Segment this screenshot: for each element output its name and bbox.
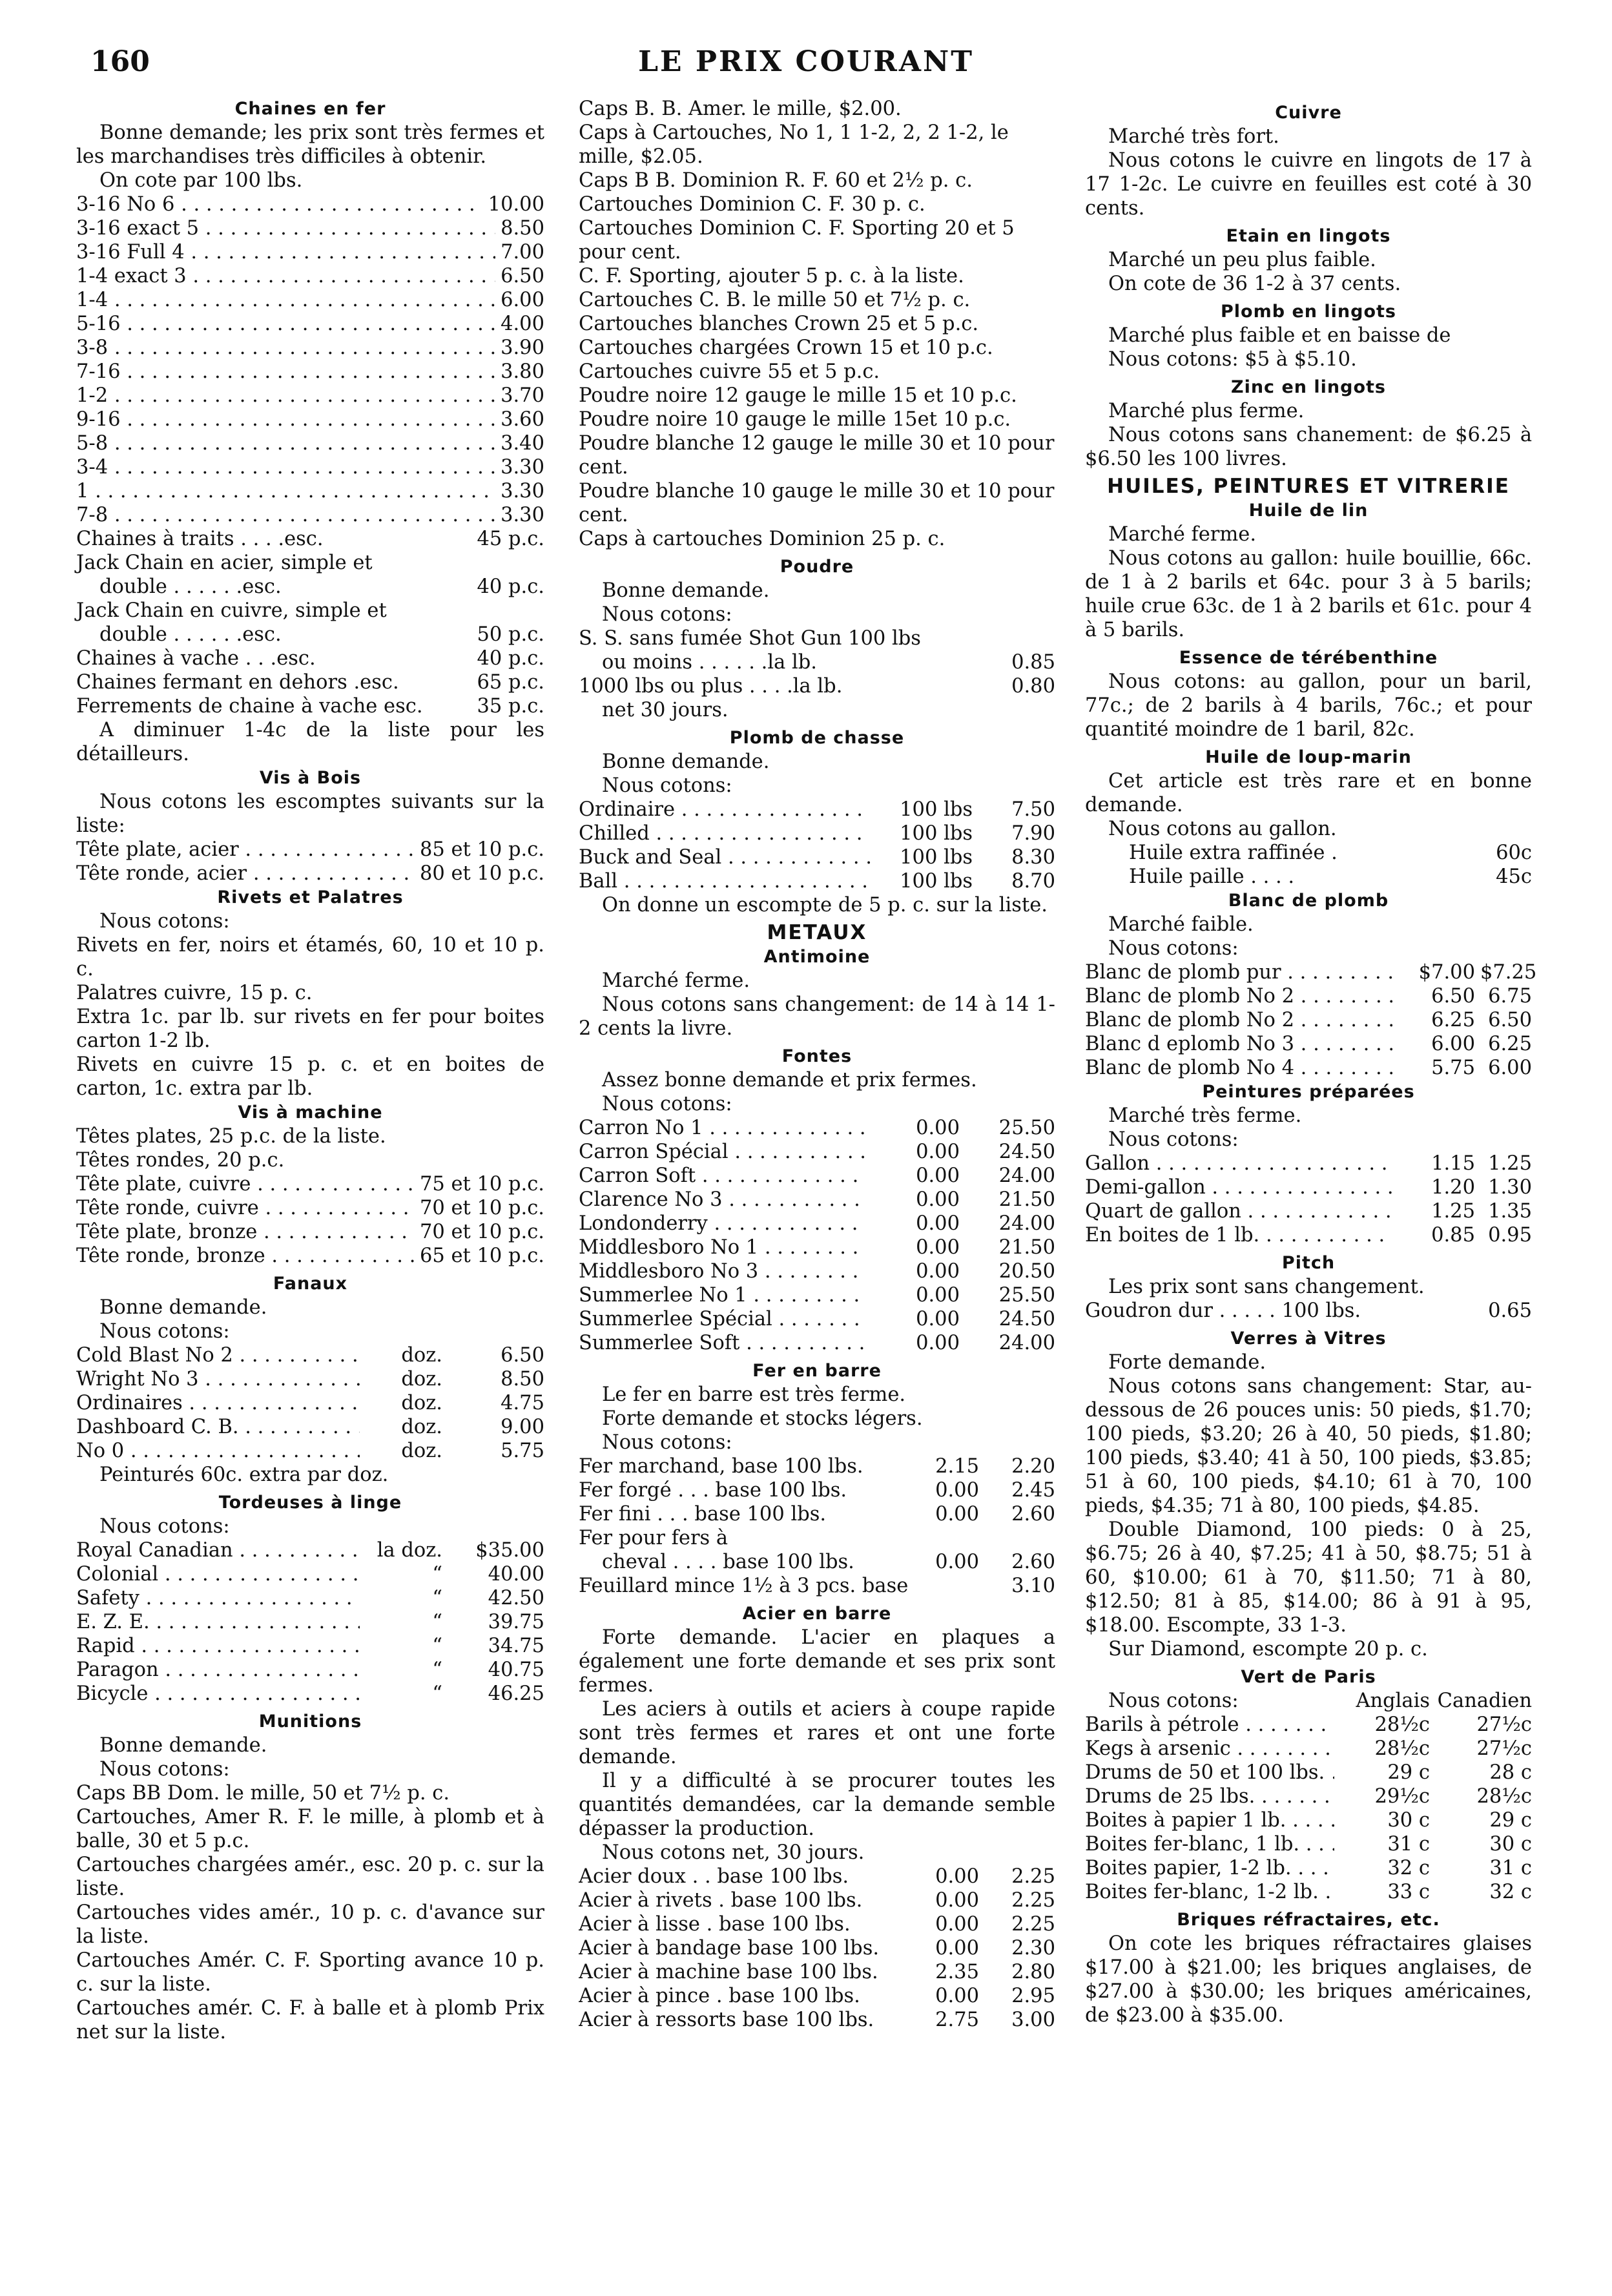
price-row: 1-4 exact 3 . . . 6.50 [76,264,544,288]
paragraph: Forte demande. [1108,1351,1266,1374]
section-heading: METAUX [767,921,867,944]
price-row: Dashboard C. B. . . . doz. 9.00 [76,1415,544,1439]
paragraph: Forte demande et stocks légers. [602,1407,923,1430]
section-heading: Fontes [781,1046,852,1066]
price-row: Tête ronde, acier . . . 80 et 10 p.c. [76,862,544,885]
paragraph: Palatres cuivre, 15 p. c. [76,982,313,1004]
price-row: Rapid . . . “ 34.75 [76,1634,544,1658]
price-row: Colonial . . . “ 40.00 [76,1562,544,1586]
section-heading: Briques réfractaires, etc. [1177,1910,1440,1930]
price-row: Acier à pince . base 100 lbs. 0.00 2.95 [579,1985,1055,2007]
price-row: Royal Canadian . . . la doz. $35.00 [76,1538,544,1562]
price-row: Feuillard mince 1½ à 3 pcs. base 3.10 [579,1575,1055,1597]
price-row: 3-16 exact 5 . . . 8.50 [76,216,544,240]
price-row: Acier doux . . base 100 lbs. 0.00 2.25 [579,1865,1055,1888]
paragraph: Caps à cartouches Dominion 25 p. c. [579,528,946,550]
section-heading: Munitions [258,1712,362,1732]
section-heading: Acier en barre [742,1604,892,1624]
price-row: 1-4 . . . 6.00 [76,288,544,312]
price-row: Acier à bandage base 100 lbs. 0.00 2.30 [579,1937,1055,1960]
price-row: Drums de 25 lbs. . . . 29½c 28½c [1085,1784,1532,1808]
paragraph: Assez bonne demande et prix fermes. [602,1069,977,1091]
section-heading: Peintures préparées [1202,1082,1415,1102]
paragraph: On cote les briques réfractaires glaises $17.00 à $21.00; les briques anglaises, de $27.00 à $30.00; les briques américaines, de $23.00 à $35.00. [1085,1932,1532,2027]
price-row: Middlesboro No 1 . . . 0.00 21.50 [579,1236,1055,1259]
price-row: 5-16 . . . 4.00 [76,312,544,336]
price-row: 1-2 . . . 3.70 [76,384,544,408]
price-row: Tête ronde, bronze . . . 65 et 10 p.c. [76,1244,544,1268]
section-heading: Plomb de chasse [729,728,905,748]
paragraph: Poudre noire 10 gauge le mille 15et 10 p.c. [579,408,1011,431]
paragraph: Marché plus ferme. [1108,400,1305,422]
price-row: Carron Soft . . . 0.00 24.00 [579,1164,1055,1188]
price-row: 5-8 . . . 3.40 [76,431,544,455]
paragraph: Nous cotons les escomptes suivants sur la liste: [76,791,544,837]
section-heading: Verres à Vitres [1230,1329,1387,1349]
paragraph: Nous cotons le cuivre en lingots de 17 à 17 1-2c. Le cuivre en feuilles est coté à 30 cents. [1085,149,1532,220]
paragraph: Le fer en barre est très ferme. [602,1383,906,1406]
price-row: Blanc de plomb pur . . . $7.00 $7.25 [1085,960,1532,984]
price-row: Carron Spécial . . . 0.00 24.50 [579,1140,1055,1164]
price-row: Blanc de plomb No 2 . . . 6.50 6.75 [1085,984,1532,1008]
column-2 [579,97,1055,2032]
paragraph: Sur Diamond, escompte 20 p. c. [1108,1638,1428,1660]
paragraph: Têtes plates, 25 p.c. de la liste. [76,1125,386,1148]
section-heading: Vis à Bois [259,768,362,788]
section-heading: Tordeuses à linge [218,1493,402,1513]
paragraph: Nous cotons sans chanement: de $6.25 à $6.50 les 100 livres. [1085,424,1532,470]
paragraph: Les aciers à outils et aciers à coupe rapide sont très fermes et rares et ont une forte demande. [579,1698,1055,1768]
section-heading: Blanc de plomb [1228,891,1389,911]
price-row: Blanc d eplomb No 3 . . . 6.00 6.25 [1085,1032,1532,1056]
paragraph: Marché un peu plus faible. [1108,249,1376,271]
price-row: Ball . . . 100 lbs 8.70 [579,869,1055,893]
section-heading: HUILES, PEINTURES ET VITRERIE [1107,475,1510,498]
paragraph: Nous cotons: [1108,937,1239,960]
paragraph: Cet article est très rare et en bonne demande. [1085,770,1532,816]
section-heading: Chaines en fer [234,99,386,119]
price-row: 7-8 . . . 3.30 [76,503,544,527]
paragraph: Nous cotons: [602,603,732,626]
price-row: Safety . . . “ 42.50 [76,1586,544,1610]
price-row: Clarence No 3 . . . 0.00 21.50 [579,1188,1055,1212]
price-row: 9-16 . . . 3.60 [76,408,544,431]
price-row: cheval . . . . base 100 lbs. 0.00 2.60 [602,1551,1055,1573]
paragraph: Cartouches C. B. le mille 50 et 7½ p. c. [579,289,971,311]
price-row: Blanc de plomb No 2 . . . 6.25 6.50 [1085,1008,1532,1032]
price-row: 3-16 Full 4 . . . 7.00 [76,240,544,264]
paragraph: Nous cotons au gallon. [1108,818,1337,840]
price-row: Huile paille . . . . 45c [1129,865,1532,888]
paragraph: Les prix sont sans changement. [1108,1276,1425,1298]
paragraph: Bonne demande. [602,750,770,773]
paragraph: Marché ferme. [1108,523,1257,546]
price-row: ou moins . . . . . .la lb. 0.85 [602,651,1055,674]
paragraph: Cartouches Dominion C. F. Sporting 20 et 5 pour cent. [579,217,1015,264]
price-row: Chaines à traits . . . .esc. 45 p.c. [76,528,544,550]
price-row: Wright No 3 . . . doz. 8.50 [76,1367,544,1391]
price-row: 3-8 . . . 3.90 [76,336,544,360]
section-heading: Fanaux [273,1274,348,1294]
paragraph: A diminuer 1-4c de la liste pour les détailleurs. [76,719,544,765]
section-heading: Cuivre [1275,103,1342,123]
paragraph: Nous cotons: [602,1093,732,1115]
price-row: Quart de gallon . . . 1.25 1.35 [1085,1199,1532,1223]
paragraph: On cote de 36 1-2 à 37 cents. [1108,273,1401,295]
section-heading: Fer en barre [752,1361,882,1381]
price-list [76,192,544,527]
price-row: 1000 lbs ou plus . . . .la lb. 0.80 [579,675,1055,698]
price-row: Acier à ressorts base 100 lbs. 2.75 3.00 [579,2009,1055,2031]
price-row: 3-16 No 6 . . . 10.00 [76,192,544,216]
paragraph: Cartouches chargées Crown 15 et 10 p.c. [579,336,993,359]
price-row: 7-16 . . . 3.80 [76,360,544,384]
paragraph: Nous cotons: [99,1515,230,1538]
section-heading: Pitch [1281,1253,1336,1273]
price-row: Blanc de plomb No 4 . . . 5.75 6.00 [1085,1056,1532,1080]
paragraph: Fer pour fers à [579,1527,728,1549]
paragraph: Bonne demande; les prix sont très fermes et les marchandises très difficiles à obtenir. [76,121,544,168]
paragraph: Cartouches cuivre 55 et 5 p.c. [579,360,880,383]
paragraph: On donne un escompte de 5 p. c. sur la liste. [602,894,1048,916]
section-heading: Plomb en lingots [1221,302,1396,322]
price-row: Demi-gallon . . . 1.20 1.30 [1085,1175,1532,1199]
price-row: Ordinaire . . . 100 lbs 7.50 [579,798,1055,822]
price-row: Boites à papier 1 lb. . . . 30 c 29 c [1085,1808,1532,1832]
paragraph: Peinturés 60c. extra par doz. [99,1463,389,1486]
paragraph: Bonne demande. [99,1296,267,1319]
paragraph: Têtes rondes, 20 p.c. [76,1149,285,1172]
column-1 [76,97,544,2044]
price-row: Barils à pétrole . . . 28½c 27½c [1085,1713,1532,1737]
paragraph: Jack Chain en acier, simple et [76,552,373,574]
column-3 [1085,97,1537,2027]
price-row: Tête plate, cuivre . . . 75 et 10 p.c. [76,1172,544,1196]
price-row: Fer fini . . . base 100 lbs. 0.00 2.60 [579,1503,1055,1525]
paragraph: Cartouches blanches Crown 25 et 5 p.c. [579,313,979,335]
paragraph: Poudre blanche 12 gauge le mille 30 et 10 pour cent. [579,432,1055,479]
paragraph: Cartouches vides amér., 10 p. c. d'avance sur la liste. [76,1901,544,1948]
paragraph: Cartouches amér. C. F. à balle et à plomb Prix net sur la liste. [76,1997,544,2043]
paragraph: Nous cotons: [99,910,230,933]
paragraph: On cote par 100 lbs. [99,169,303,192]
table-header: Nous cotons: Anglais Canadien [1108,1690,1532,1712]
paragraph: Il y a difficulté à se procurer toutes les quantités demandées, car la demande semble dépasser la production. [579,1770,1055,1840]
price-row: Tête plate, acier . . . 85 et 10 p.c. [76,838,544,862]
section-heading: Poudre [780,557,854,577]
price-row: Summerlee Soft . . . 0.00 24.00 [579,1331,1055,1355]
paragraph: Cartouches Dominion C. F. 30 p. c. [579,193,925,216]
paragraph: Nous cotons: [99,1320,230,1343]
paragraph: Nous cotons net, 30 jours. [602,1841,865,1864]
section-heading: Huile de loup-marin [1205,747,1412,767]
paragraph: Bonne demande. [99,1734,267,1757]
paragraph: Jack Chain en cuivre, simple et [76,599,387,622]
price-row: Tête ronde, cuivre . . . 70 et 10 p.c. [76,1196,544,1220]
price-row: 1 . . . 3.30 [76,479,544,503]
paragraph: Poudre noire 12 gauge le mille 15 et 10 p.c. [579,384,1017,407]
paragraph: Marché ferme. [602,969,750,992]
paragraph: Rivets en cuivre 15 p. c. et en boites de carton, 1c. extra par lb. [76,1053,544,1100]
price-row: Fer marchand, base 100 lbs. 2.15 2.20 [579,1455,1055,1478]
price-row: Gallon . . . 1.15 1.25 [1085,1152,1532,1175]
price-row: Carron No 1 . . . 0.00 25.50 [579,1116,1055,1140]
paragraph: Caps B B. Dominion R. F. 60 et 2½ p. c. [579,169,973,192]
page-number: 160 [90,45,150,78]
paragraph: Double Diamond, 100 pieds: 0 à 25, $6.75; 26 à 40, $7.25; 41 à 50, $8.75; 51 à 60, $10.00; 61 à 70, $11.50; 71 à 80, $12.50; 81 à 85, $14.00; 86 à 91 à 95, $18.00. Escompte, 33 1-3. [1085,1518,1532,1637]
price-row: Boites papier, 1-2 lb. . . . 32 c 31 c [1085,1856,1532,1880]
page-title: LE PRIX COURANT [638,45,974,78]
price-row: Tête plate, bronze . . . 70 et 10 p.c. [76,1220,544,1244]
section-heading: Zinc en lingots [1231,377,1386,397]
price-row: Drums de 50 et 100 lbs. . . . 29 c 28 c [1085,1761,1532,1784]
paragraph: Marché plus faible et en baisse de [1108,324,1451,347]
page-header [0,39,1612,84]
paragraph: Cartouches chargées amér., esc. 20 p. c. sur la liste. [76,1854,544,1900]
price-row: Summerlee Spécial . . . 0.00 24.50 [579,1307,1055,1331]
price-row: 3-4 . . . 3.30 [76,455,544,479]
paragraph: Bonne demande. [602,579,770,602]
section-heading: Vis à machine [238,1102,383,1122]
paragraph: Nous cotons: $5 à $5.10. [1108,348,1357,371]
price-row: Fer forgé . . . base 100 lbs. 0.00 2.45 [579,1479,1055,1502]
price-row: Londonderry . . . 0.00 24.00 [579,1212,1055,1236]
price-row: No 0 . . . doz. 5.75 [76,1439,544,1463]
price-row: Bicycle . . . “ 46.25 [76,1682,544,1706]
paragraph: Marché faible. [1108,913,1254,936]
paragraph: Nous cotons: au gallon, pour un baril, 77c.; de 2 barils à 4 barils, 76c.; et pour quantité moindre de 1 baril, 82c. [1085,670,1532,741]
price-row: Chaines fermant en dehors .esc. 65 p.c. [76,671,544,694]
price-row: double . . . . . .esc. 40 p.c. [99,575,544,598]
price-row: Boites fer-blanc, 1 lb. . . . 31 c 30 c [1085,1832,1532,1856]
price-row: Boites fer-blanc, 1-2 lb. . . . 33 c 32 c [1085,1880,1532,1904]
price-row: Goudron dur . . . . . 100 lbs. 0.65 [1085,1299,1532,1322]
paragraph: net 30 jours. [602,699,728,721]
paragraph: Caps BB Dom. le mille, 50 et 7½ p. c. [76,1782,450,1805]
paragraph: Nous cotons sans changement: Star, au-dessous de 26 pouces unis: 50 pieds, $1.70; 100 pieds, $3.20; 26 à 40, 50 pieds, $1.80; 100 pieds, $3.40; 41 à 50, 100 pieds, $3.85; 51 à 60, 100 pieds, $4.10; 61 à 70, 100 pieds, $4.35; 71 à 80, 100 pieds, $4.85. [1085,1375,1532,1517]
paragraph: S. S. sans fumée Shot Gun 100 lbs [579,627,921,650]
price-row: Acier à lisse . base 100 lbs. 0.00 2.25 [579,1913,1055,1936]
section-heading: Essence de térébenthine [1179,648,1438,668]
paragraph: Caps à Cartouches, No 1, 1 1-2, 2, 2 1-2, le mille, $2.05. [579,121,1009,168]
price-row: double . . . . . .esc. 50 p.c. [99,623,544,646]
paragraph: Marché très ferme. [1108,1104,1302,1127]
price-row: Summerlee No 1 . . . 0.00 25.50 [579,1283,1055,1307]
paragraph: Poudre blanche 10 gauge le mille 30 et 10 pour cent. [579,480,1055,526]
paragraph: Cartouches Amér. C. F. Sporting avance 10 p. c. sur la liste. [76,1949,544,1996]
price-row: Kegs à arsenic . . . 28½c 27½c [1085,1737,1532,1761]
paragraph: Nous cotons au gallon: huile bouillie, 66c. de 1 à 2 barils et 64c. pour 3 à 5 barils; huile crue 63c. de 1 à 2 barils et 61c. pour 4 à 5 barils. [1085,547,1532,641]
paragraph: Nous cotons sans changement: de 14 à 14 1-2 cents la livre. [579,993,1055,1040]
price-row: Ferrements de chaine à vache esc. 35 p.c. [76,695,544,718]
price-row: Cold Blast No 2 . . . doz. 6.50 [76,1343,544,1367]
price-row: Huile extra raffinée . 60c [1129,842,1532,864]
section-heading: Huile de lin [1248,501,1369,521]
section-heading: Etain en lingots [1226,226,1391,246]
section-heading: Antimoine [763,947,871,967]
price-row: Acier à machine base 100 lbs. 2.35 2.80 [579,1961,1055,1983]
paragraph: Rivets en fer, noirs et étamés, 60, 10 et 10 p. c. [76,934,544,980]
paragraph: Nous cotons: [602,774,732,797]
price-row: Middlesboro No 3 . . . 0.00 20.50 [579,1259,1055,1283]
paragraph: Nous cotons: [1108,1128,1239,1151]
paragraph: Forte demande. L'acier en plaques a également une forte demande et ses prix sont fermes. [579,1626,1055,1697]
price-row: Acier à rivets . base 100 lbs. 0.00 2.25 [579,1889,1055,1912]
section-heading: Vert de Paris [1241,1667,1376,1687]
paragraph: Marché très fort. [1108,125,1279,148]
price-row: E. Z. E. . . . “ 39.75 [76,1610,544,1634]
price-row: Chaines à vache . . .esc. 40 p.c. [76,647,544,670]
paragraph: Caps B. B. Amer. le mille, $2.00. [579,98,902,120]
price-row: Ordinaires . . . doz. 4.75 [76,1391,544,1415]
price-row: Chilled . . . 100 lbs 7.90 [579,822,1055,845]
paragraph: C. F. Sporting, ajouter 5 p. c. à la liste. [579,265,964,287]
paragraph: Nous cotons: [602,1431,732,1454]
paragraph: Cartouches, Amer R. F. le mille, à plomb et à balle, 30 et 5 p.c. [76,1806,544,1852]
price-row: En boites de 1 lb. . . . 0.85 0.95 [1085,1223,1532,1247]
paragraph: Extra 1c. par lb. sur rivets en fer pour boites carton 1-2 lb. [76,1006,544,1052]
section-heading: Rivets et Palatres [217,887,404,907]
price-row: Buck and Seal . . . 100 lbs 8.30 [579,845,1055,869]
price-row: Paragon . . . “ 40.75 [76,1658,544,1682]
paragraph: Nous cotons: [99,1758,230,1781]
